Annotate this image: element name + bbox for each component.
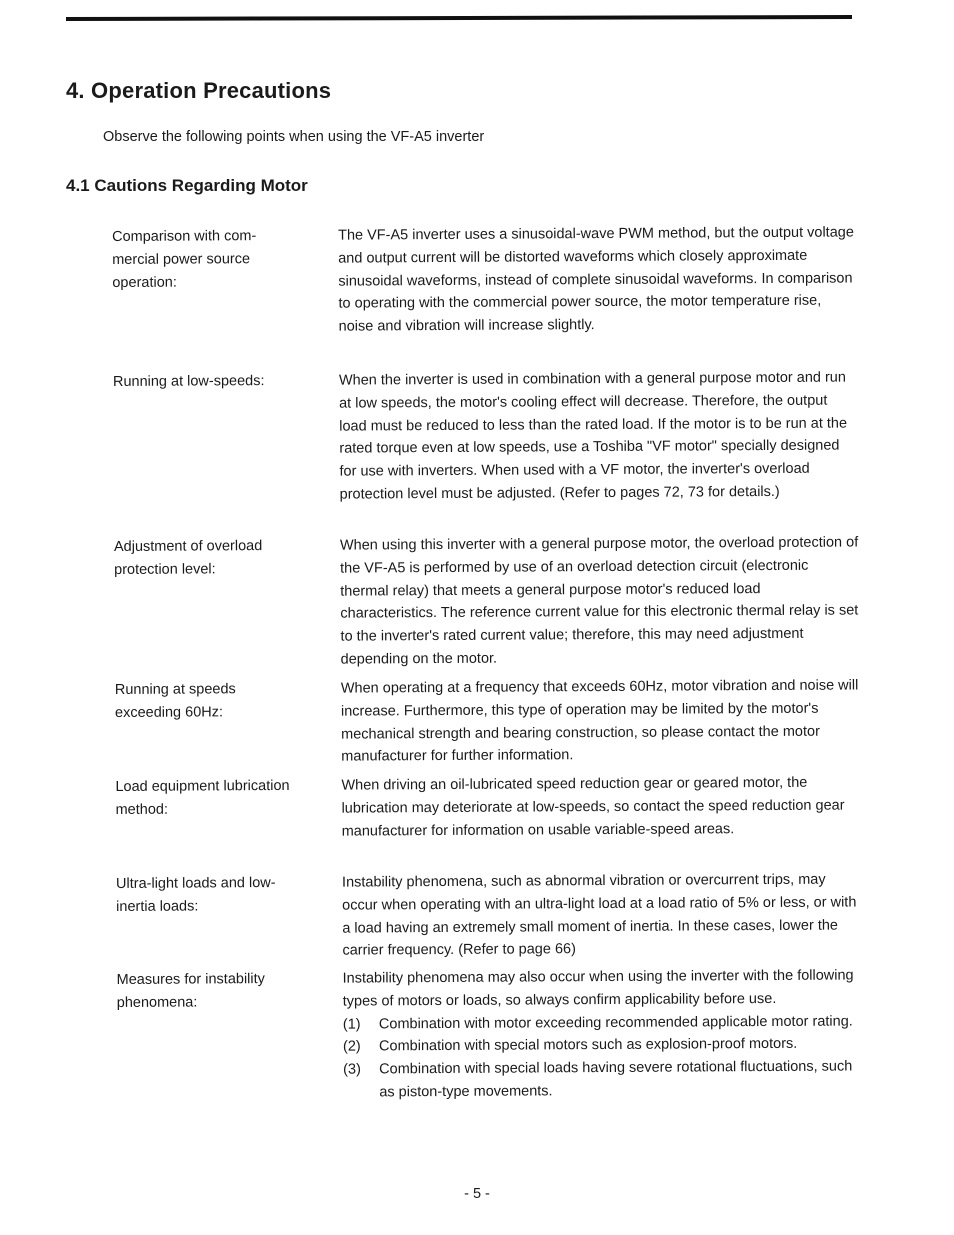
list-item-number: (3) bbox=[343, 1061, 361, 1078]
caution-term: Comparison with com- mercial power source operation: bbox=[112, 228, 257, 291]
list-item-text: Combination with special motors such as explosion-proof motors. bbox=[378, 1036, 798, 1055]
caution-term: Adjustment of overload protection level: bbox=[113, 538, 263, 578]
caution-description bbox=[338, 221, 858, 338]
caution-text: Instability phenomena may also occur when using the inverter with the following types of motors or loads, so always confirm applicability before use. bbox=[342, 967, 854, 1010]
caution-text: When the inverter is used in combination with a general purpose motor and run at low speeds, the motor's cooling effect will decrease. Therefore, the output load must be reduced to less than the rated load. If the motor is to be run at the rated torque even at low speeds, use a Toshiba "VF motor" specially designed for use with inverters. When used with a VF motor, the inverter's overload protection level must be adjusted. (Refer to pages 72, 73 for details.) bbox=[338, 369, 848, 503]
caution-description bbox=[341, 674, 861, 768]
caution-row-ultra-light bbox=[116, 868, 862, 969]
caution-row-commercial-power bbox=[112, 221, 858, 371]
list-item bbox=[343, 1033, 862, 1059]
caution-description bbox=[342, 868, 862, 962]
caution-text: When operating at a frequency that exceeds 60Hz, motor vibration and noise will increase. Furthermore, this type of operation may be limited by the motor's mechanical strength and bearing construction, so please contact the motor manufacturer for further information. bbox=[340, 677, 859, 765]
caution-text: When driving an oil-lubricated speed reduction gear or geared motor, the lubrication may deteriorate at low-speeds, so contact the speed reduction gear manufacturer for information on usable variable-speed areas. bbox=[341, 774, 845, 840]
caution-description bbox=[343, 964, 863, 1104]
caution-description bbox=[341, 771, 860, 843]
instability-list bbox=[343, 1010, 863, 1104]
caution-row-overload bbox=[114, 531, 860, 679]
caution-row-lubrication bbox=[115, 771, 861, 873]
list-item-text: Combination with special loads having severe rotational fluctuations, such as piston-type movements. bbox=[379, 1058, 853, 1101]
caution-text: Instability phenomena, such as abnormal vibration or overcurrent trips, may occur when operating with an ultra-light load at a load ratio of 5% or less, or with a load having an extremely small moment of inertia. In these cases, lower the carrier frequency. (Refer to page 66) bbox=[341, 871, 857, 959]
page-number: - 5 - bbox=[464, 1186, 490, 1202]
page-title: 4. Operation Precautions bbox=[66, 78, 332, 103]
section-heading: 4.1 Cautions Regarding Motor bbox=[66, 176, 308, 195]
top-rule bbox=[66, 15, 852, 21]
list-item-text: Combination with motor exceeding recommended applicable motor rating. bbox=[378, 1013, 853, 1032]
caution-row-low-speeds bbox=[113, 366, 859, 536]
caution-text: When using this inverter with a general purpose motor, the overload protection of the VF-A5 is performed by use of an overload detection circuit (electronic thermal relay) that meets a general purpose motor's reduced load characteristics. The reference current value for this electronic thermal relay is set to the inverter's rated current value; therefore, this may need adjustment depending on the motor. bbox=[339, 534, 859, 668]
caution-row-instability bbox=[117, 964, 863, 1105]
list-item-number: (1) bbox=[342, 1016, 361, 1033]
caution-term: Load equipment lubrication method: bbox=[115, 777, 290, 818]
cautions-list bbox=[112, 221, 862, 1105]
list-item bbox=[343, 1056, 862, 1105]
caution-row-over-60hz bbox=[115, 674, 861, 776]
list-item-number: (2) bbox=[342, 1038, 361, 1055]
caution-description bbox=[339, 366, 859, 506]
caution-term: Running at low-speeds: bbox=[112, 373, 265, 390]
caution-term: Running at speeds exceeding 60Hz: bbox=[114, 681, 236, 721]
caution-description bbox=[340, 531, 860, 671]
intro-text: Observe the following points when using the VF-A5 inverter bbox=[103, 129, 485, 145]
caution-text: The VF-A5 inverter uses a sinusoidal-wave PWM method, but the output voltage and output current will be distorted waveforms which closely approximate sinusoidal waveforms, instead of complete sinusoidal waveforms. In comparison to operating with the commercial power source, the motor temperature rise, noise and vibration will increase slightly. bbox=[338, 224, 854, 335]
caution-term: Ultra-light loads and low- inertia loads: bbox=[115, 875, 276, 915]
list-item bbox=[343, 1010, 862, 1036]
caution-term: Measures for instability phenomena: bbox=[116, 971, 265, 1011]
